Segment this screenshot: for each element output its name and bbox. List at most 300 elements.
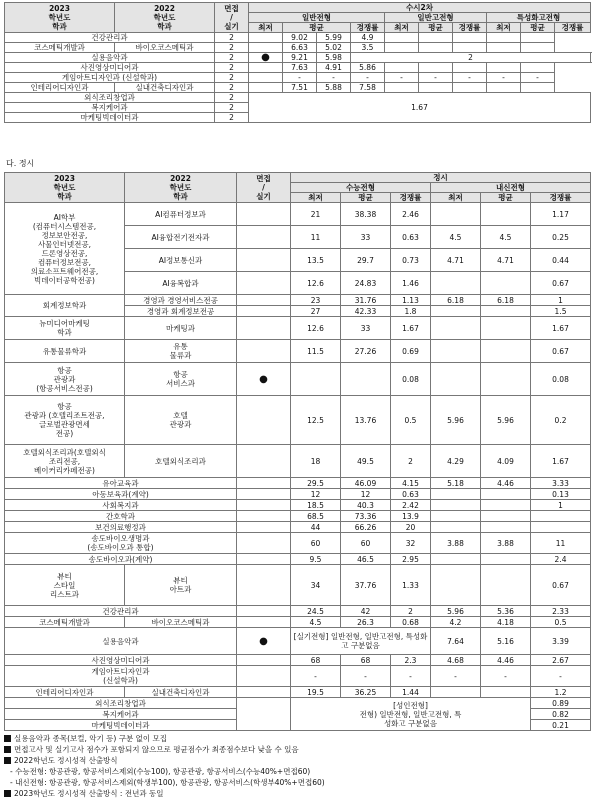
value-cell: 1 (531, 295, 591, 306)
mode-mark (237, 666, 291, 687)
mode-mark (237, 489, 291, 500)
dept-2023: 유아교육과 (5, 478, 237, 489)
note-line (4, 733, 590, 744)
value-cell (453, 43, 487, 53)
mode-mark (237, 698, 291, 731)
table-row (5, 655, 591, 666)
value-cell (481, 306, 531, 317)
value-cell (481, 554, 531, 565)
value-cell: 32 (391, 533, 431, 554)
table-row (5, 617, 591, 628)
value-cell: - (385, 73, 419, 83)
value-cell: 4.46 (481, 655, 531, 666)
dept-2023-accounting: 회계정보학과 (5, 295, 125, 317)
value-cell (431, 522, 481, 533)
note-text: - 내신전형: 항공관광, 항공서비스제외(학생부100), 항공관광, 항공서비스(학생부40%+면접60) (10, 778, 325, 787)
note-text: - 수능전형: 항공관광, 항공서비스제외(수능100), 항공관광, 항공서비스(수능40%+면접60) (10, 767, 311, 776)
header-rate: 경쟁률 (555, 23, 591, 33)
dept-2022: 항공 서비스과 (125, 363, 237, 396)
value-cell: 0.68 (391, 617, 431, 628)
dept-2023: 코스메틱개발과 (5, 43, 115, 53)
value-cell: 1.67 (531, 445, 591, 478)
value-cell: 4.18 (481, 617, 531, 628)
value-cell: 7.58 (351, 83, 385, 93)
value-cell (481, 500, 531, 511)
value-cell (521, 43, 555, 53)
value-cell: 29.7 (341, 249, 391, 272)
value-cell: 0.73 (391, 249, 431, 272)
value-cell: 0.5 (531, 617, 591, 628)
mode-mark (237, 306, 291, 317)
dept-2022: 실내건축디자인과 (115, 83, 215, 93)
dept-2023-ai: AI학부 (컴퓨터시스템전공, 정보보안전공, 사물인터넷전공, 드론영상전공, 컴퓨터정보전공, 의료소프트웨어전공, 빅데이터공학전공) (5, 203, 125, 295)
header-avg: 평균 (283, 23, 351, 33)
value-cell: 4.5 (481, 226, 531, 249)
value-rate: 0.21 (531, 720, 591, 731)
dept-2023: 건강관리과 (5, 33, 215, 43)
value-cell: 7.63 (283, 63, 317, 73)
header-type-highschool: 일반고전형 (385, 13, 487, 23)
table-row (5, 565, 591, 606)
header-min: 최저 (431, 193, 481, 203)
value-cell (521, 83, 555, 93)
value-cell: 1.67 (531, 317, 591, 340)
value-cell: 2.4 (531, 554, 591, 565)
table-row (5, 396, 591, 445)
header-dept-2023: 2023 학년도 학과 (5, 3, 115, 33)
header-rate: 경쟁률 (391, 193, 431, 203)
dept-2022: AI융합전기전자과 (125, 226, 237, 249)
dept-2022: AI정보통신과 (125, 249, 237, 272)
mode-count: 2 (215, 83, 249, 93)
value-cell: 3.88 (431, 533, 481, 554)
dept-2023: 복지케어과 (5, 709, 237, 720)
value-cell (487, 43, 521, 53)
value-cell: - (453, 73, 487, 83)
value-cell: 0.63 (391, 226, 431, 249)
table-row (5, 53, 591, 63)
value-cell: 4.68 (431, 655, 481, 666)
value-cell: 34 (291, 565, 341, 606)
mode-mark (237, 340, 291, 363)
value-cell (419, 43, 453, 53)
value-cell (431, 203, 481, 226)
mode-count: 2 (215, 43, 249, 53)
value-cell: 11 (291, 226, 341, 249)
value-cell: 66.26 (341, 522, 391, 533)
value-cell: - (351, 73, 385, 83)
mode-mark (237, 565, 291, 606)
value-cell: 5.88 (317, 83, 351, 93)
value-cell: 1.5 (531, 306, 591, 317)
value-cell (521, 33, 555, 43)
value-cell: 6.18 (431, 295, 481, 306)
table-row (5, 554, 591, 565)
value-cell: 73.36 (341, 511, 391, 522)
value-cell: 5.36 (481, 606, 531, 617)
value-rate: 5.98 (317, 53, 351, 63)
value-cell: 4.5 (291, 617, 341, 628)
note-text: 면접고사 및 실기고사 점수가 포함되지 않으므로 평균점수가 최종점수보다 낮을 수 있음 (14, 745, 299, 754)
header-rate: 경쟁률 (531, 193, 591, 203)
header-type-suneung: 수능전형 (291, 183, 431, 193)
header-type-vocational: 특성화고전형 (487, 13, 591, 23)
value-cell: 12.6 (291, 272, 341, 295)
value-cell: 0.69 (391, 340, 431, 363)
value-cell: 12.6 (291, 317, 341, 340)
value-cell: 4.9 (351, 33, 385, 43)
note-text: 2022학년도 정시성적 산출방식 (14, 756, 118, 765)
dept-2023: 인테리어디자인과 (5, 83, 115, 93)
value-cell (431, 565, 481, 606)
dept-2023: 실용음악과 (5, 53, 215, 63)
value-cell: 46.5 (341, 554, 391, 565)
mode-mark (237, 317, 291, 340)
table-row (5, 666, 591, 687)
value-cell (481, 522, 531, 533)
table-row (5, 203, 591, 226)
value-cell: 12.5 (291, 396, 341, 445)
mode-mark (237, 500, 291, 511)
value-cell (385, 63, 419, 73)
value-cell: 2.42 (391, 500, 431, 511)
table-row (5, 628, 591, 655)
value-cell: 2.33 (531, 606, 591, 617)
dept-2023: 코스메틱개발과 (5, 617, 125, 628)
value-cell (431, 511, 481, 522)
value-cell: 68 (341, 655, 391, 666)
dept-2023: 유통물류학과 (5, 340, 125, 363)
dept-2022: 경영과 경영서비스전공 (125, 295, 237, 306)
value-cell: 0.2 (531, 396, 591, 445)
value-cell (531, 511, 591, 522)
dept-2023: 아동보육과(계약) (5, 489, 237, 500)
value-cell: 9.02 (283, 33, 317, 43)
dept-2023: 사진영상미디어과 (5, 655, 237, 666)
value-cell: 11.5 (291, 340, 341, 363)
dept-2023: 외식조리창업과 (5, 698, 237, 709)
value-cell (481, 511, 531, 522)
dept-2022: 뷰티 아트과 (125, 565, 237, 606)
value-cell (385, 33, 419, 43)
value-cell: 1.46 (391, 272, 431, 295)
mode-count: 2 (215, 103, 249, 113)
dept-2023: 외식조리창업과 (5, 93, 215, 103)
value-cell: 5.86 (351, 63, 385, 73)
value-cell: 9.5 (291, 554, 341, 565)
value-cell: 1.13 (391, 295, 431, 306)
table-row (5, 83, 591, 93)
mode-count: 2 (215, 63, 249, 73)
value-cell (431, 363, 481, 396)
value-cell: 1.8 (391, 306, 431, 317)
value-avg: 9.21 (283, 53, 317, 63)
square-bullet-icon (4, 757, 11, 764)
table-row (5, 73, 591, 83)
value-cell (453, 83, 487, 93)
value-cell: 4.46 (481, 478, 531, 489)
mode-mark (237, 249, 291, 272)
dept-2023: 보건의료행정과 (5, 522, 237, 533)
value-cell: 37.76 (341, 565, 391, 606)
mode-count: 2 (215, 33, 249, 43)
table-row (5, 533, 591, 554)
value-cell (521, 63, 555, 73)
value-cell: 38.38 (341, 203, 391, 226)
value-cell: - (419, 73, 453, 83)
value-cell: - (431, 666, 481, 687)
value-cell (481, 363, 531, 396)
value-cell: 18 (291, 445, 341, 478)
table-row (5, 317, 591, 340)
value-cell: 6.18 (481, 295, 531, 306)
value-cell: 5.18 (431, 478, 481, 489)
value-cell: 0.13 (531, 489, 591, 500)
mode-mark (237, 511, 291, 522)
value-cell: 60 (341, 533, 391, 554)
table-row (5, 33, 591, 43)
mode-count: 2 (215, 113, 249, 123)
mode-count: 2 (215, 53, 249, 63)
value-cell (487, 83, 521, 93)
mode-mark (237, 478, 291, 489)
value-rate: 0.82 (531, 709, 591, 720)
note-line (4, 788, 590, 799)
dept-2023: 항공 관광과 (호텔리조트전공, 글로벌관광면세 전공) (5, 396, 125, 445)
header-min: 최저 (385, 23, 419, 33)
table-row (5, 522, 591, 533)
value-cell: 4.09 (481, 445, 531, 478)
mode-mark (237, 396, 291, 445)
value-cell: 46.09 (341, 478, 391, 489)
dept-2023: 게임아트디자인과 (신설학과) (5, 73, 215, 83)
header-type-naesin: 내신전형 (431, 183, 591, 193)
susi2-table-body (5, 33, 591, 123)
value-cell (431, 500, 481, 511)
value-cell (341, 363, 391, 396)
mode-mark (249, 43, 283, 53)
value-cell: 24.83 (341, 272, 391, 295)
value-cell: 2.46 (391, 203, 431, 226)
value-cell: 18.5 (291, 500, 341, 511)
table-row (5, 340, 591, 363)
header-avg: 평균 (481, 193, 531, 203)
header-avg: 평균 (341, 193, 391, 203)
value-cell: 1.67 (391, 317, 431, 340)
mode-mark (237, 687, 291, 698)
header-min: 최저 (291, 193, 341, 203)
value-cell: 4.15 (391, 478, 431, 489)
dept-2023: 인테리어디자인과 (5, 687, 125, 698)
value-cell (487, 33, 521, 43)
value-cell: - (283, 73, 317, 83)
value-cell (431, 554, 481, 565)
header-min: 최저 (487, 23, 521, 33)
dept-2023: 복지케어과 (5, 103, 215, 113)
square-bullet-icon (4, 790, 11, 797)
header-rate: 경쟁률 (453, 23, 487, 33)
mode-mark (237, 554, 291, 565)
value-cell: 5.96 (431, 396, 481, 445)
value-cell: 40.3 (341, 500, 391, 511)
value-cell: 13.9 (391, 511, 431, 522)
mode-mark (237, 617, 291, 628)
value-cell: 23 (291, 295, 341, 306)
dept-2023: 사진영상미디어과 (5, 63, 215, 73)
jeongsi-table (4, 172, 591, 731)
mode-mark (237, 655, 291, 666)
header-dept-2022: 2022 학년도 학과 (115, 3, 215, 33)
value-cell: 21 (291, 203, 341, 226)
value-cell: 4.29 (431, 445, 481, 478)
value-cell (481, 272, 531, 295)
mode-mark: ● (249, 53, 283, 63)
value-cell: 49.5 (341, 445, 391, 478)
value-cell (487, 63, 521, 73)
value-cell: 0.44 (531, 249, 591, 272)
mode-mark (249, 83, 283, 93)
header-mode: 면접 / 실기 (237, 173, 291, 203)
header-avg: 평균 (521, 23, 555, 33)
value-cell: - (291, 666, 341, 687)
note-text: 실용음악과 종목(보컬, 악기 등) 구분 없이 모집 (14, 734, 167, 743)
value-cell: 6.63 (283, 43, 317, 53)
merged-rate: 1.67 (249, 93, 591, 123)
dept-2022: 마케팅과 (125, 317, 237, 340)
value-cell (481, 565, 531, 606)
value-cell (481, 203, 531, 226)
value-cell: 26.3 (341, 617, 391, 628)
note-line (4, 744, 590, 755)
value-cell: 12 (291, 489, 341, 500)
value-cell: 3.33 (531, 478, 591, 489)
value-cell: 11 (531, 533, 591, 554)
value-cell: 19.5 (291, 687, 341, 698)
value-cell: 0.25 (531, 226, 591, 249)
dept-2022: AI융복합과 (125, 272, 237, 295)
value-cell: - (521, 73, 555, 83)
value-cell: 4.71 (481, 249, 531, 272)
mode-mark (237, 533, 291, 554)
value-cell: 2.67 (531, 655, 591, 666)
table-row (5, 93, 591, 103)
value-cell: 2.3 (391, 655, 431, 666)
dept-2022: 경영과 회계정보전공 (125, 306, 237, 317)
value-cell: 1 (531, 500, 591, 511)
dept-2022: 바이오코스메틱과 (115, 43, 215, 53)
table-row (5, 698, 591, 709)
value-cell: 33 (341, 317, 391, 340)
value-cell (453, 33, 487, 43)
value-cell: - (481, 666, 531, 687)
value-cell: 60 (291, 533, 341, 554)
table-row (5, 500, 591, 511)
dept-2022: 실내건축디자인과 (125, 687, 237, 698)
header-type-general: 일반전형 (249, 13, 385, 23)
table-row (5, 43, 591, 53)
dept-2022: 바이오코스메틱과 (125, 617, 237, 628)
music-note: [실기전형] 일반전형, 일반고전형, 특성화고 구분없음 (291, 628, 431, 655)
header-round: 수시2차 (249, 3, 591, 13)
value-cell: 68.5 (291, 511, 341, 522)
dept-2023: 마케팅빅데이터과 (5, 113, 215, 123)
value-cell: 5.02 (317, 43, 351, 53)
value-cell: 5.96 (481, 396, 531, 445)
value-cell: 5.96 (431, 606, 481, 617)
value-cell: 27 (291, 306, 341, 317)
value-cell: 29.5 (291, 478, 341, 489)
value-cell: 4.5 (431, 226, 481, 249)
dept-2023: 실용음악과 (5, 628, 237, 655)
value-cell (453, 63, 487, 73)
value-cell: 2 (391, 445, 431, 478)
notes (4, 733, 590, 799)
table-row (5, 687, 591, 698)
mode-mark (237, 295, 291, 306)
table-row (5, 511, 591, 522)
value-cell (419, 63, 453, 73)
value-cell: 12 (341, 489, 391, 500)
dept-2023: 간호학과 (5, 511, 237, 522)
value-cell: 5.16 (481, 628, 531, 655)
value-cell (481, 489, 531, 500)
header-min: 최저 (249, 23, 283, 33)
dept-2022: 호텔외식조리과 (125, 445, 237, 478)
value-cell (419, 33, 453, 43)
dept-2023: 송도바이오과(계약) (5, 554, 237, 565)
value-cell: 2 (391, 606, 431, 617)
value-cell: 3.5 (351, 43, 385, 53)
value-cell: 4.2 (431, 617, 481, 628)
value-cell: 1.17 (531, 203, 591, 226)
value-cell (419, 83, 453, 93)
mode-count: 2 (215, 73, 249, 83)
dept-2023: 마케팅빅데이터과 (5, 720, 237, 731)
mode-count: 2 (215, 93, 249, 103)
dept-2023: 사회복지과 (5, 500, 237, 511)
mode-mark (249, 63, 283, 73)
value-cell: 36.25 (341, 687, 391, 698)
value-cell (385, 43, 419, 53)
value-cell: 0.67 (531, 340, 591, 363)
value-cell: 0.67 (531, 565, 591, 606)
value-cell: 3.88 (481, 533, 531, 554)
table-row (5, 295, 591, 306)
value-cell: 0.08 (531, 363, 591, 396)
mode-mark (249, 33, 283, 43)
value-cell: 33 (341, 226, 391, 249)
merged-note: [성인전형] 전형) 일반전형, 일반고전형, 특 성화고 구분없음 (291, 698, 531, 731)
dept-2023: 뉴미디어마케팅 학과 (5, 317, 125, 340)
header-mode: 면접 / 실기 (215, 3, 249, 33)
mode-mark (249, 73, 283, 83)
value-cell (385, 83, 419, 93)
value-cell: 4.91 (317, 63, 351, 73)
value-cell: 13.76 (341, 396, 391, 445)
square-bullet-icon (4, 746, 11, 753)
value-cell: 20 (391, 522, 431, 533)
note-line (4, 766, 590, 777)
value-cell (431, 306, 481, 317)
value-cell (481, 317, 531, 340)
mode-mark (237, 522, 291, 533)
dept-2023: 뷰티 스타일 리스트과 (5, 565, 125, 606)
note-line (4, 755, 590, 766)
header-round: 정시 (291, 173, 591, 183)
value-cell: 24.5 (291, 606, 341, 617)
value-cell: 0.08 (391, 363, 431, 396)
table-row (5, 63, 591, 73)
